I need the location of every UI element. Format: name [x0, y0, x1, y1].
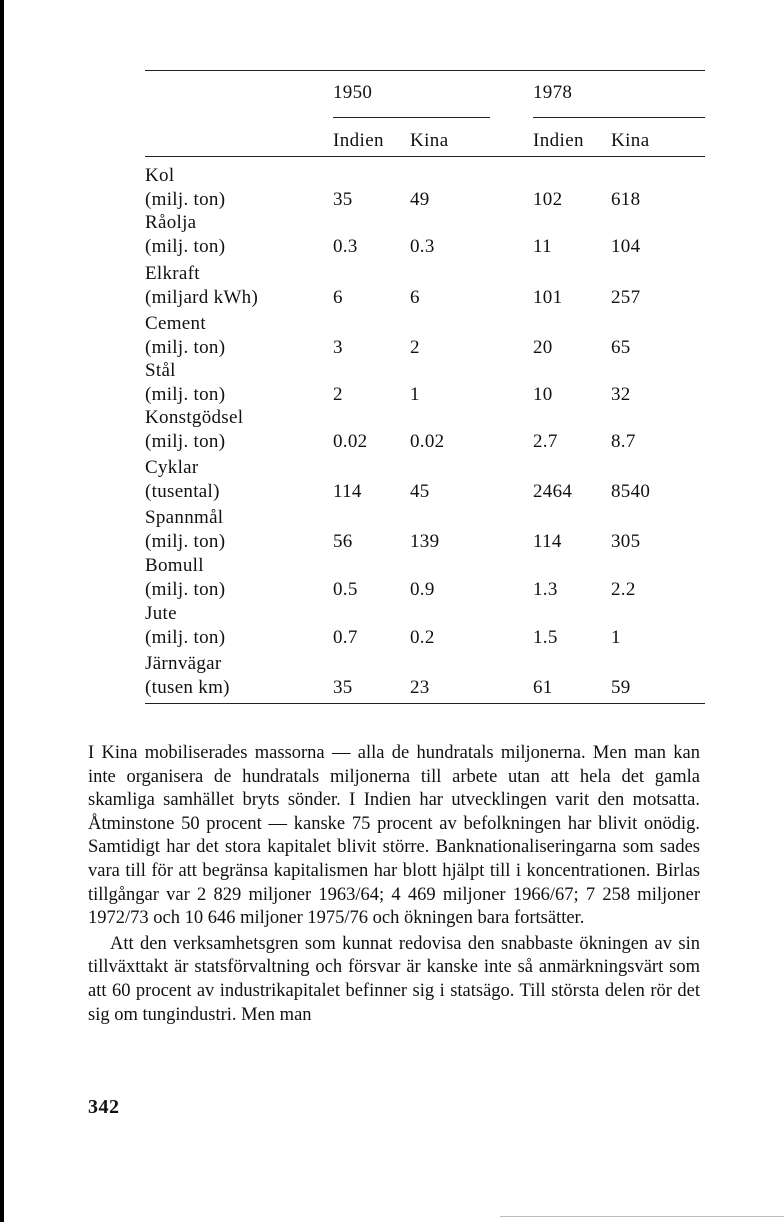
column-header-indien-1950: Indien: [333, 130, 384, 151]
table-row: [145, 407, 705, 455]
value-indien-1978: 61: [533, 677, 553, 698]
row-unit: (milj. ton): [145, 531, 226, 552]
year-1950-underline: [333, 117, 490, 118]
row-label: Järnvägar: [145, 653, 222, 674]
paragraph: I Kina mobiliserades massorna — alla de hundratals miljonerna. Men man kan inte organisera de hundratals miljonerna till arbete utan att hela det gamla skamliga samhället bryts sönder. I Indien har utvecklingen varit den motsatta. Åtminstone 50 procent — kanske 75 procent av befolkningen har blivit onödig. Samtidigt har det stora kapitalet blivit större. Banknationaliseringarna som sades vara till för att begränsa kapitalismen har blott hjälpt till i koncentrationen. Birlas tillgångar var 2 829 miljoner 1963/64; 4 469 miljoner 1966/67; 7 258 miljoner 1972/73 och 10 646 miljoner 1975/76 och ökningen bara fortsätter.: [88, 743, 700, 929]
value-indien-1950: 0.7: [333, 627, 358, 648]
paragraph: Att den verksamhetsgren som kunnat redovisa den snabbaste ökningen av sin tillväxttakt är statsförvaltning och försvar är kanske inte så anmärkningsvärt som att 60 procent av industrikapitalet befinner sig i statsägo. Till största delen rör det sig om tungindustri. Men man: [88, 933, 700, 1025]
column-header-kina-1978: Kina: [611, 130, 650, 151]
value-kina-1978: 305: [611, 531, 641, 552]
value-kina-1950: 139: [410, 531, 440, 552]
row-label: Cyklar: [145, 457, 199, 478]
table-row: [145, 212, 705, 260]
row-unit: (milj. ton): [145, 579, 226, 600]
value-kina-1978: 32: [611, 384, 631, 405]
value-kina-1978: 2.2: [611, 579, 636, 600]
value-indien-1978: 1.3: [533, 579, 558, 600]
row-label: Råolja: [145, 212, 197, 233]
row-unit: (milj. ton): [145, 627, 226, 648]
value-indien-1950: 3: [333, 337, 343, 358]
row-label: Spannmål: [145, 507, 224, 528]
table-top-rule: [145, 70, 705, 71]
row-unit: (milj. ton): [145, 189, 226, 210]
value-kina-1978: 257: [611, 287, 641, 308]
value-indien-1978: 20: [533, 337, 553, 358]
value-indien-1950: 56: [333, 531, 353, 552]
value-indien-1950: 0.02: [333, 431, 368, 452]
table-row: [145, 603, 705, 651]
value-kina-1950: 2: [410, 337, 420, 358]
value-kina-1950: 45: [410, 481, 430, 502]
value-indien-1950: 2: [333, 384, 343, 405]
value-kina-1950: 0.3: [410, 236, 435, 257]
value-indien-1978: 114: [533, 531, 562, 552]
page-number: 342: [88, 1096, 120, 1118]
row-label: Kol: [145, 165, 175, 186]
value-kina-1978: 65: [611, 337, 631, 358]
scan-artifact-line: [500, 1216, 784, 1217]
row-label: Konstgödsel: [145, 407, 244, 428]
row-unit: (milj. ton): [145, 337, 226, 358]
table-row: [145, 653, 705, 701]
value-kina-1978: 1: [611, 627, 621, 648]
row-unit: (tusental): [145, 481, 220, 502]
row-label: Cement: [145, 313, 206, 334]
value-indien-1978: 10: [533, 384, 553, 405]
value-indien-1950: 35: [333, 677, 353, 698]
value-indien-1950: 0.3: [333, 236, 358, 257]
table-bottom-rule: [145, 703, 705, 704]
value-kina-1978: 8540: [611, 481, 651, 502]
value-indien-1978: 101: [533, 287, 563, 308]
table-row: [145, 507, 705, 555]
value-kina-1978: 8.7: [611, 431, 636, 452]
value-indien-1950: 6: [333, 287, 343, 308]
row-label: Stål: [145, 360, 176, 381]
value-kina-1978: 104: [611, 236, 641, 257]
value-indien-1978: 2464: [533, 481, 573, 502]
header-bottom-rule: [145, 156, 705, 157]
row-label: Bomull: [145, 555, 204, 576]
value-kina-1950: 1: [410, 384, 420, 405]
table-row: [145, 263, 705, 311]
row-unit: (milj. ton): [145, 384, 226, 405]
value-indien-1978: 2.7: [533, 431, 558, 452]
row-unit: (milj. ton): [145, 236, 226, 257]
year-1978-heading: 1978: [533, 82, 573, 103]
table-row: [145, 165, 705, 213]
table-row: [145, 555, 705, 603]
row-unit: (milj. ton): [145, 431, 226, 452]
value-kina-1950: 6: [410, 287, 420, 308]
value-indien-1950: 114: [333, 481, 362, 502]
value-kina-1950: 23: [410, 677, 430, 698]
column-header-kina-1950: Kina: [410, 130, 449, 151]
table-row: [145, 457, 705, 505]
year-1950-heading: 1950: [333, 82, 373, 103]
row-label: Jute: [145, 603, 177, 624]
table-row: [145, 360, 705, 408]
value-indien-1978: 11: [533, 236, 552, 257]
value-indien-1978: 102: [533, 189, 563, 210]
body-text: [88, 742, 700, 1027]
row-unit: (miljard kWh): [145, 287, 259, 308]
year-1978-underline: [533, 117, 705, 118]
row-unit: (tusen km): [145, 677, 230, 698]
value-kina-1978: 618: [611, 189, 641, 210]
value-kina-1950: 0.02: [410, 431, 445, 452]
value-indien-1978: 1.5: [533, 627, 558, 648]
value-indien-1950: 35: [333, 189, 353, 210]
value-kina-1950: 49: [410, 189, 430, 210]
table-row: [145, 313, 705, 361]
value-kina-1950: 0.9: [410, 579, 435, 600]
column-header-indien-1978: Indien: [533, 130, 584, 151]
value-indien-1950: 0.5: [333, 579, 358, 600]
value-kina-1978: 59: [611, 677, 631, 698]
value-kina-1950: 0.2: [410, 627, 435, 648]
row-label: Elkraft: [145, 263, 200, 284]
